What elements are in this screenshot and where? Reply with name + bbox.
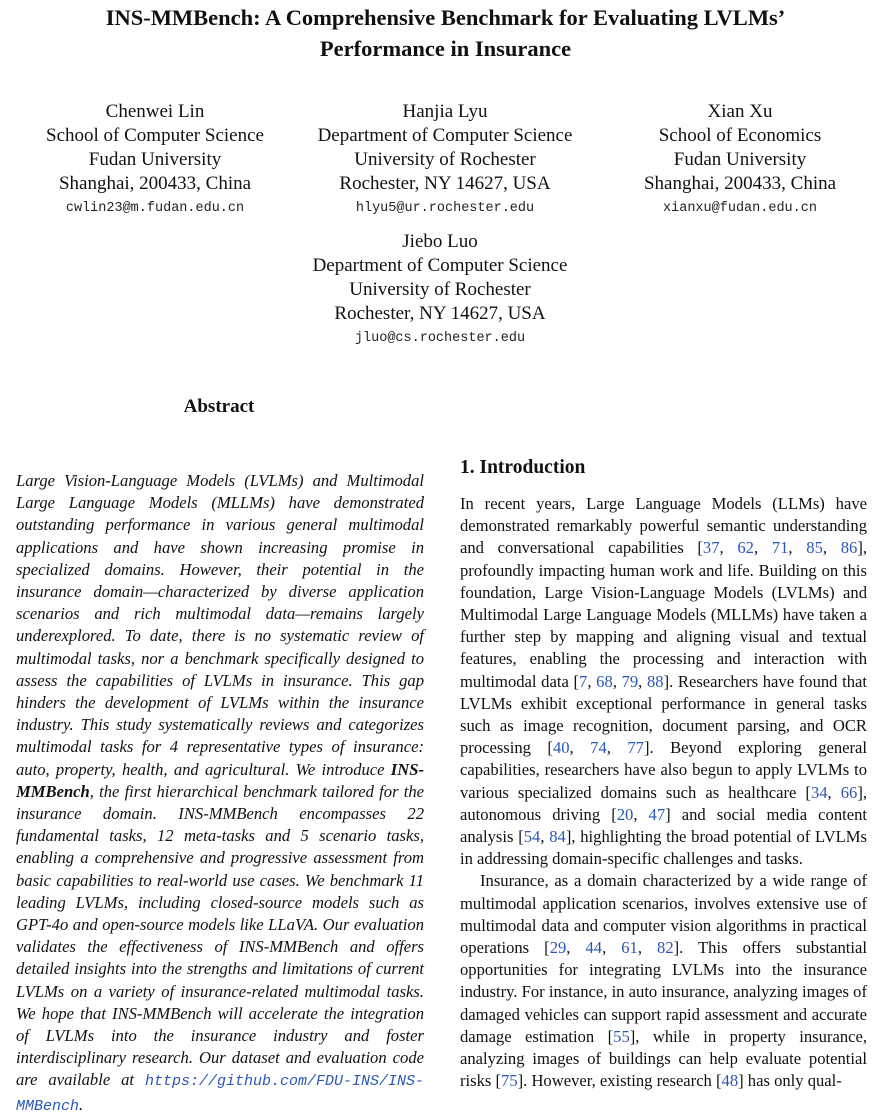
intro-text: ]. Beyond exploring general capabilities, researchers have also begun to apply LVLMs to various specialized domains such as healthcare [ — [460, 738, 868, 802]
intro-text: , — [753, 538, 772, 558]
intro-text: , — [587, 671, 597, 691]
intro-text: ], while in property insurance, analyzing images of buildings can help evaluate potential risks [ — [460, 1026, 867, 1091]
intro-text: ], profoundly impacting human work and life. Building on this foundation, Large Vision-Language Models (LVLMs) and Multimodal Large Language Models (MLLMs) have taken a further step by mapping and aligning visual and textual features, enabling the processing and interaction with multimodal data [ — [460, 538, 868, 691]
citation-link[interactable]: 84 — [549, 827, 566, 847]
citation-link[interactable]: 37 — [702, 538, 720, 558]
author-affiliation: Department of Computer Science — [312, 255, 568, 276]
citation-link[interactable]: 34 — [810, 782, 828, 802]
intro-text: , — [569, 738, 591, 758]
intro-text: , — [638, 671, 647, 691]
intro-text: ], autonomous driving [ — [460, 782, 868, 824]
intro-text: ]. Researchers have found that LVLMs exhibit exceptional performance in general tasks such as image recognition, document parsing, and OCR processing [ — [460, 671, 868, 758]
citation-link[interactable]: 20 — [616, 804, 634, 824]
title-line-1: INS-MMBench: A Comprehensive Benchmark for Evaluating LVLMs’ — [105, 5, 786, 30]
author-block-2 — [295, 100, 595, 222]
intro-text: Insurance, as a domain characterized by a wide range of multimodal application scenarios, involves extensive use of multimodal data and computer vision algorithms in practical operations [ — [460, 871, 867, 958]
intro-text: ], highlighting the broad potential of LVLMs in addressing domain-specific challenges and tasks. — [460, 827, 868, 869]
introduction-heading: 1. Introduction — [460, 457, 586, 478]
intro-text: , — [719, 538, 738, 558]
introduction-body — [460, 493, 867, 1092]
benchmark-name: INS-MMBench — [16, 759, 424, 801]
intro-text: , — [633, 804, 649, 824]
citation-link[interactable]: 7 — [579, 671, 588, 691]
citation-link[interactable]: 77 — [627, 738, 644, 758]
citation-link[interactable]: 44 — [585, 938, 603, 958]
intro-text: , — [602, 938, 622, 958]
author-email[interactable]: jluo@cs.rochester.edu — [354, 331, 526, 346]
author-block-4 — [280, 230, 600, 352]
abstract-text-b: , the first hierarchical benchmark tailored for the insurance domain. INS-MMBench encompasses 22 fundamental tasks, 12 meta-tasks and 5 scenario tasks, enabling a comprehensive and progressive assessment from basic capabilities to real-world use cases. We benchmark 11 leading LVLMs, including closed-source models such as GPT-4o and open-source models like LLaVA. Our evaluation validates the effectiveness of INS-MMBench and offers detailed insights into the strengths and limitations of current LVLMs on a variety of insurance-related multimodal tasks. We hope that INS-MMBench will accelerate the integration of LVLMs into the insurance industry and foster interdisciplinary research. Our dataset and evaluation code are available at — [16, 781, 424, 1090]
citation-link[interactable]: 61 — [621, 938, 638, 958]
intro-text: , — [788, 538, 807, 558]
author-affiliation: School of Computer Science — [46, 125, 264, 146]
author-address: Shanghai, 200433, China — [58, 173, 252, 194]
citation-link[interactable]: 47 — [648, 804, 666, 824]
intro-text: , — [540, 827, 550, 847]
author-address: Rochester, NY 14627, USA — [334, 303, 546, 324]
author-address: Shanghai, 200433, China — [643, 173, 837, 194]
author-name: Hanjia Lyu — [402, 101, 488, 122]
citation-link[interactable]: 66 — [840, 782, 858, 802]
intro-text: ] and social media content analysis [ — [460, 804, 867, 847]
author-institution: Fudan University — [88, 149, 222, 170]
intro-text: , — [637, 938, 658, 958]
author-name: Chenwei Lin — [105, 101, 205, 122]
author-email[interactable]: hlyu5@ur.rochester.edu — [355, 201, 535, 216]
author-institution: University of Rochester — [349, 279, 531, 300]
abstract-heading: Abstract — [183, 396, 255, 417]
abstract-text-a: Large Vision-Language Models (LVLMs) and Multimodal Large Language Models (MLLMs) have demonstrated outstanding performance in various general multimodal applications and have shown increasing promise in specialized domains. However, their potential in the insurance domain—characterized by diverse application scenarios and rich multimodal data—remains largely underexplored. To date, there is no systematic review of multimodal tasks, nor a benchmark specifically designed to assess the capabilities of LVLMs in insurance. This gap hinders the development of LVLMs within the insurance industry. This study systematically reviews and categorizes multimodal tasks for 4 representative types of insurance: auto, property, health, and agricultural. We introduce — [16, 471, 424, 779]
citation-link[interactable]: 55 — [613, 1026, 630, 1046]
abstract-body — [16, 470, 424, 1118]
intro-text: , — [606, 738, 628, 758]
intro-text: ]. This offers substantial opportunities for integrating LVLMs into the insurance industry. For instance, in auto insurance, analyzing images of damaged vehicles can support rapid assessment and accurate damage estimation [ — [460, 938, 867, 1046]
github-link[interactable]: https://github.com/FDU-INS/INS-MMBench — [16, 1073, 424, 1115]
citation-link[interactable]: 62 — [737, 538, 754, 558]
intro-text: In recent years, Large Language Models (LLMs) have demonstrated remarkably powerful semantic understanding and conversational capabilities [ — [460, 494, 867, 558]
title-line-2: Performance in Insurance — [319, 36, 572, 61]
citation-link[interactable]: 82 — [657, 938, 674, 958]
author-name: Xian Xu — [707, 101, 773, 122]
author-affiliation: School of Economics — [658, 125, 822, 146]
intro-text: ] has only qual- — [738, 1071, 842, 1091]
paper-title — [0, 2, 891, 64]
intro-text: , — [566, 938, 586, 958]
author-institution: Fudan University — [673, 149, 807, 170]
author-address: Rochester, NY 14627, USA — [339, 173, 551, 194]
citation-link[interactable]: 88 — [646, 671, 664, 691]
author-email[interactable]: cwlin23@m.fudan.edu.cn — [65, 201, 245, 216]
intro-text: ]. However, existing research [ — [517, 1071, 722, 1091]
intro-text: , — [827, 782, 841, 802]
citation-link[interactable]: 75 — [501, 1071, 518, 1091]
author-block-1 — [20, 100, 290, 222]
citation-link[interactable]: 71 — [771, 538, 789, 558]
citation-link[interactable]: 85 — [806, 538, 823, 558]
intro-paragraph-1 — [460, 493, 867, 870]
author-name: Jiebo Luo — [402, 231, 478, 252]
citation-link[interactable]: 68 — [596, 671, 613, 691]
citation-link[interactable]: 29 — [549, 938, 567, 958]
intro-paragraph-2 — [460, 870, 867, 1092]
author-affiliation: Department of Computer Science — [317, 125, 573, 146]
abstract-text-end: . — [79, 1094, 84, 1114]
author-institution: University of Rochester — [354, 149, 536, 170]
author-block-3 — [615, 100, 865, 222]
citation-link[interactable]: 74 — [590, 738, 607, 758]
citation-link[interactable]: 40 — [552, 738, 570, 758]
citation-link[interactable]: 48 — [721, 1071, 739, 1091]
citation-link[interactable]: 54 — [523, 827, 541, 847]
intro-text: , — [822, 538, 841, 558]
citation-link[interactable]: 86 — [840, 538, 858, 558]
author-email[interactable]: xianxu@fudan.edu.cn — [663, 201, 817, 216]
intro-text: , — [612, 671, 622, 691]
citation-link[interactable]: 79 — [621, 671, 639, 691]
abstract-paragraph — [16, 470, 424, 1118]
